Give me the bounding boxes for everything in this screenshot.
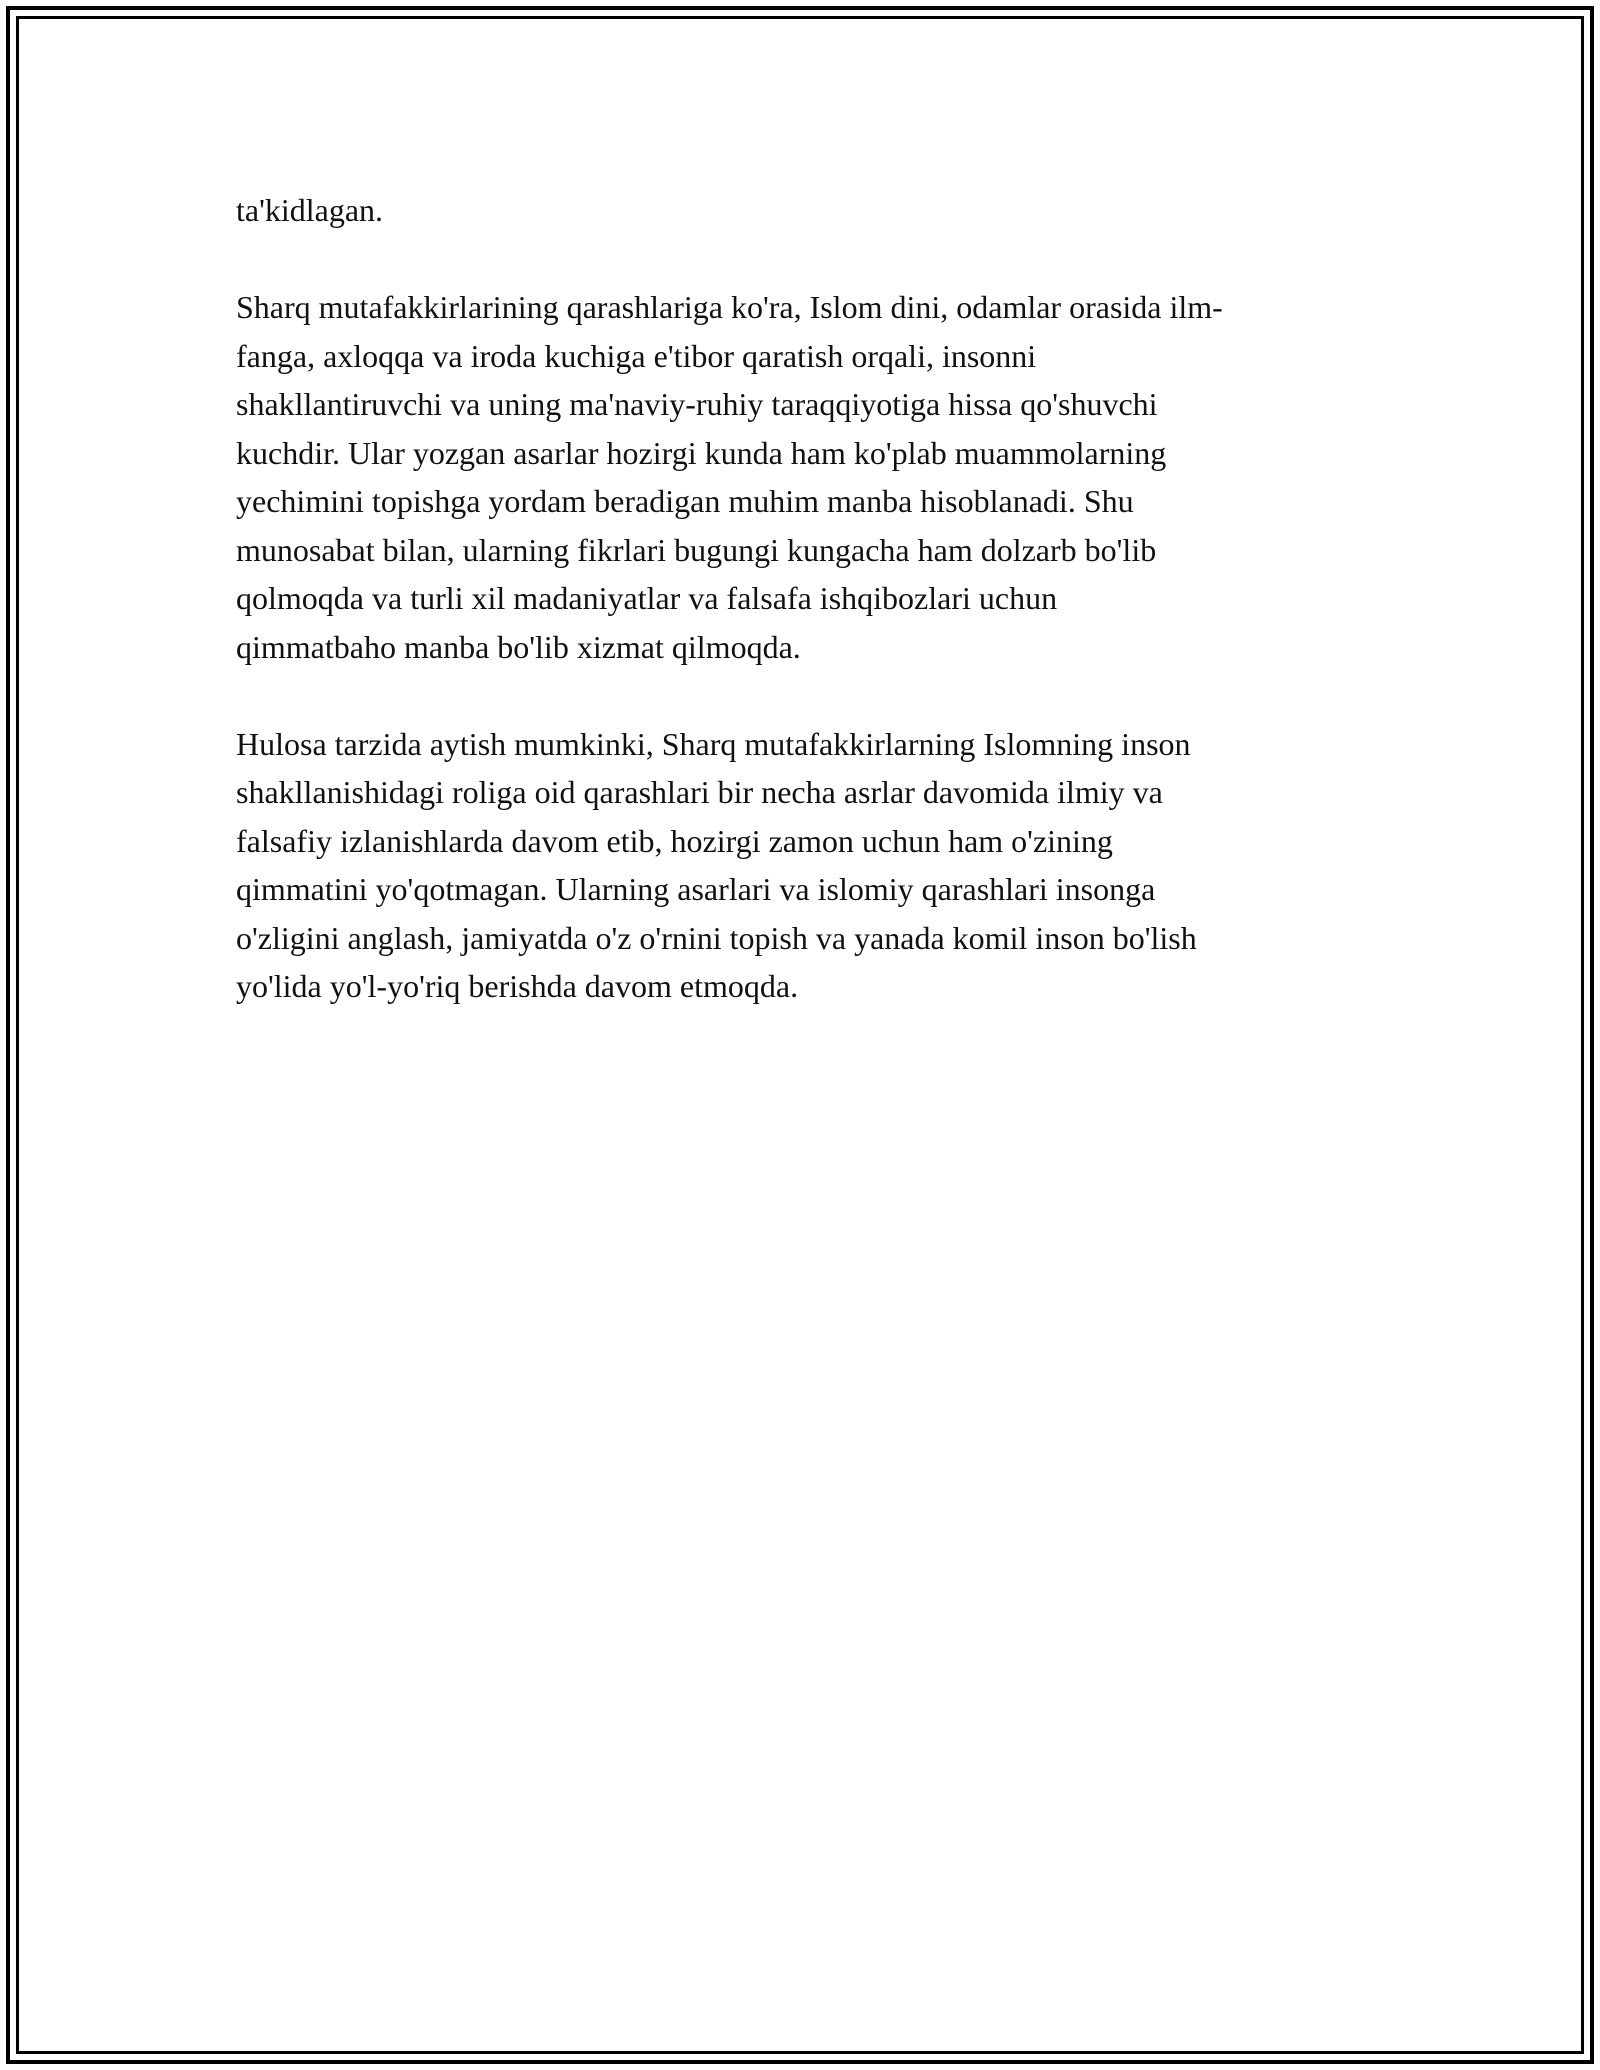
text-line: yechimini topishga yordam beradigan muhim manba hisoblanadi. Shu — [236, 483, 1134, 519]
text-line: qimmatini yo'qotmagan. Ularning asarlari va islomiy qarashlari insonga — [236, 871, 1156, 907]
text-line: qimmatbaho manba bo'lib xizmat qilmoqda. — [236, 628, 801, 665]
text-line: yo'lida yo'l-yo'riq berishda davom etmoqda. — [236, 968, 799, 1004]
text-line: Sharq mutafakkirlarining qarashlariga ko'ra, Islom dini, odamlar orasida ilm- — [236, 289, 1223, 325]
text-line: Hulosa tarzida aytish mumkinki, Sharq mutafakkirlarning Islomning inson — [236, 725, 1191, 762]
text-line: kuchdir. Ular yozgan asarlar hozirgi kunda ham ko'plab muammolarning — [236, 434, 1167, 471]
text-line: shakllanishidagi roliga oid qarashlari bir necha asrlar davomida ilmiy va — [236, 774, 1163, 810]
text-line: qolmoqda va turli xil madaniyatlar va falsafa ishqibozlari uchun — [236, 580, 1058, 616]
text-line: shakllantiruvchi va uning ma'naviy-ruhiy taraqqiyotiga hissa qo'shuvchi — [236, 386, 1158, 422]
paragraph-1 — [236, 186, 1386, 235]
paragraph-2 — [236, 283, 1386, 671]
text-line: fanga, axloqqa va iroda kuchiga e'tibor qaratish orqali, insonni — [236, 337, 1037, 374]
text-line: ta'kidlagan. — [236, 192, 384, 228]
text-line: falsafiy izlanishlarda davom etib, hozirgi zamon uchun ham o'zining — [236, 822, 1113, 859]
text-line: munosabat bilan, ularning fikrlari bugungi kungacha ham dolzarb bo'lib — [236, 531, 1157, 568]
text-line: o'zligini anglash, jamiyatda o'z o'rnini topish va yanada komil inson bo'lish — [236, 919, 1197, 956]
paragraph-3 — [236, 720, 1386, 1011]
document-body — [236, 186, 1386, 1059]
